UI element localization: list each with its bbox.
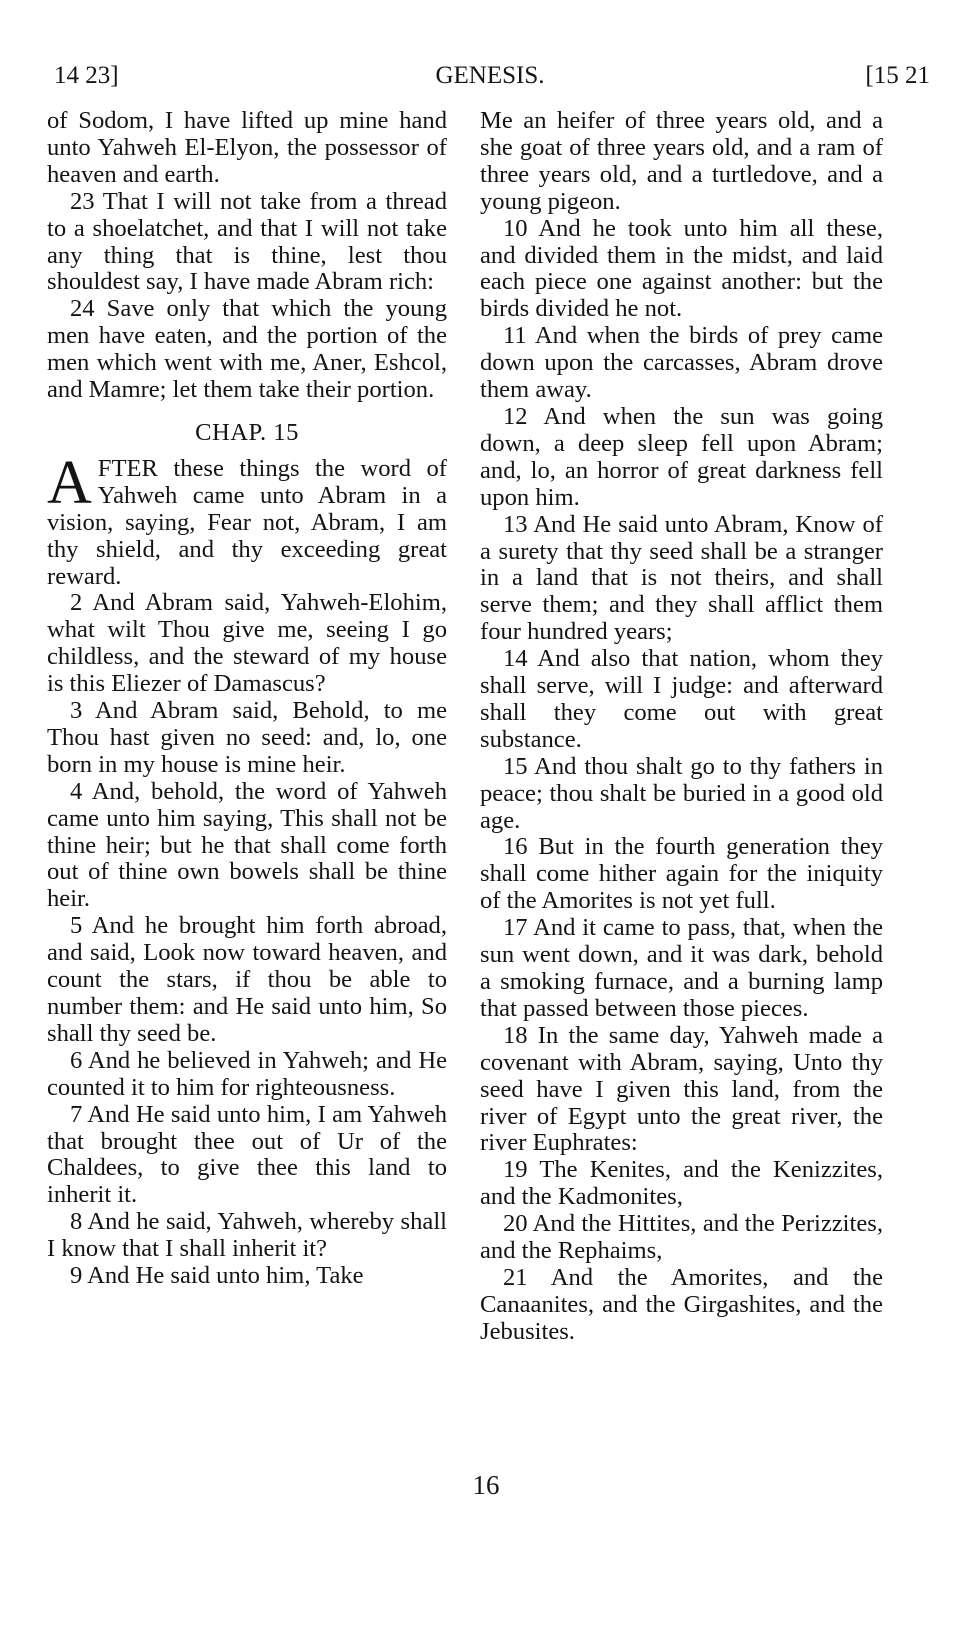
page-number: 16 [472, 1470, 500, 1500]
verse-paragraph: 19 The Kenites, and the Kenizzites, and the Kadmonites, [480, 1156, 883, 1211]
verse-paragraph: 2 And Abram said, Yahweh-Elohim, what wilt Thou give me, seeing I go childless, and the steward of my house is this Eliezer of Damascus? [47, 589, 447, 698]
verse-paragraph: 23 That I will not take from a thread to a shoelatchet, and that I will not take any thing that is thine, lest thou shouldest say, I have made Abram rich: [47, 187, 447, 296]
header-book-title: GENESIS. [435, 62, 545, 89]
verse-paragraph: 24 Save only that which the young men have eaten, and the portion of the men which went with me, Aner, Eshcol, and Mamre; let them take their portion. [47, 295, 447, 404]
verse-paragraph: 14 And also that nation, whom they shall serve, will I judge: and afterward shall they come out with great substance. [480, 645, 883, 753]
verse-paragraph: 16 But in the fourth generation they shall come hither again for the iniquity of the Amorites is not yet full. [480, 833, 883, 915]
verse-paragraph: 3 And Abram said, Behold, to me Thou hast given no seed: and, lo, one born in my house is mine heir. [47, 697, 447, 778]
verse-paragraph: 12 And when the sun was going down, a deep sleep fell upon Abram; and, lo, an horror of great darkness fell upon him. [480, 402, 883, 511]
chapter-opening-paragraph [47, 448, 447, 591]
verse-paragraph: 4 And, behold, the word of Yahweh came unto him saying, This shall not be thine heir; but he that shall come forth out of thine own bowels shall be thine heir. [47, 777, 447, 913]
running-header [50, 62, 930, 102]
right-column [480, 108, 883, 1346]
verse-paragraph: of Sodom, I have lifted up mine hand unto Yahweh El-Elyon, the possessor of heaven and earth. [47, 107, 447, 188]
verse-paragraph: 9 And He said unto him, Take [70, 1262, 364, 1290]
header-verse-range-end: [15 21 [865, 62, 930, 89]
verse-paragraph: 7 And He said unto him, I am Yahweh that brought thee out of Ur of the Chaldees, to give thee this land to inherit it. [47, 1100, 447, 1209]
verse-paragraph: Me an heifer of three years old, and a she goat of three years old, and a ram of three years old, and a turtledove, and a young pigeon. [480, 107, 883, 215]
verse-paragraph: 13 And He said unto Abram, Know of a surety that thy seed shall be a stranger in a land that is not theirs, and shall serve them; and they shall afflict them four hundred years; [480, 510, 883, 646]
drop-cap-initial: A [47, 448, 92, 517]
left-column [47, 108, 447, 1290]
verse-paragraph: 15 And thou shalt go to thy fathers in peace; thou shalt be buried in a good old age. [480, 752, 883, 834]
verse-paragraph: 11 And when the birds of prey came down upon the carcasses, Abram drove them away. [480, 322, 883, 404]
verse-paragraph: 18 In the same day, Yahweh made a covenant with Abram, saying, Unto thy seed have I given this land, from the river of Egypt unto the great river, the river Euphrates: [480, 1021, 883, 1157]
verse-paragraph: 17 And it came to pass, that, when the sun went down, and it was dark, behold a smoking furnace, and a burning lamp that passed between those pieces. [480, 914, 883, 1022]
header-verse-range-start: 14 23] [54, 62, 119, 89]
chapter-opening-text: FTER these things the word of Yahweh came unto Abram in a vision, saying, Fear not, Abram, I am thy shield, and thy exceeding great reward. [47, 454, 447, 590]
verse-paragraph: 8 And he said, Yahweh, whereby shall I know that I shall inherit it? [47, 1208, 447, 1263]
verse-paragraph: 5 And he brought him forth abroad, and said, Look now toward heaven, and count the stars, if thou be able to number them: and He said unto him, So shall thy seed be. [47, 912, 447, 1047]
verse-paragraph: 10 And he took unto him all these, and divided them in the midst, and laid each piece one against another: but the birds divided he not. [480, 214, 883, 323]
chapter-heading: CHAP. 15 [195, 418, 299, 446]
verse-paragraph: 6 And he believed in Yahweh; and He counted it to him for righteousness. [47, 1046, 447, 1101]
verse-paragraph: 21 And the Amorites, and the Canaanites, and the Girgashites, and the Jebusites. [480, 1263, 883, 1345]
verse-paragraph: 20 And the Hittites, and the Perizzites, and the Rephaims, [480, 1210, 883, 1265]
